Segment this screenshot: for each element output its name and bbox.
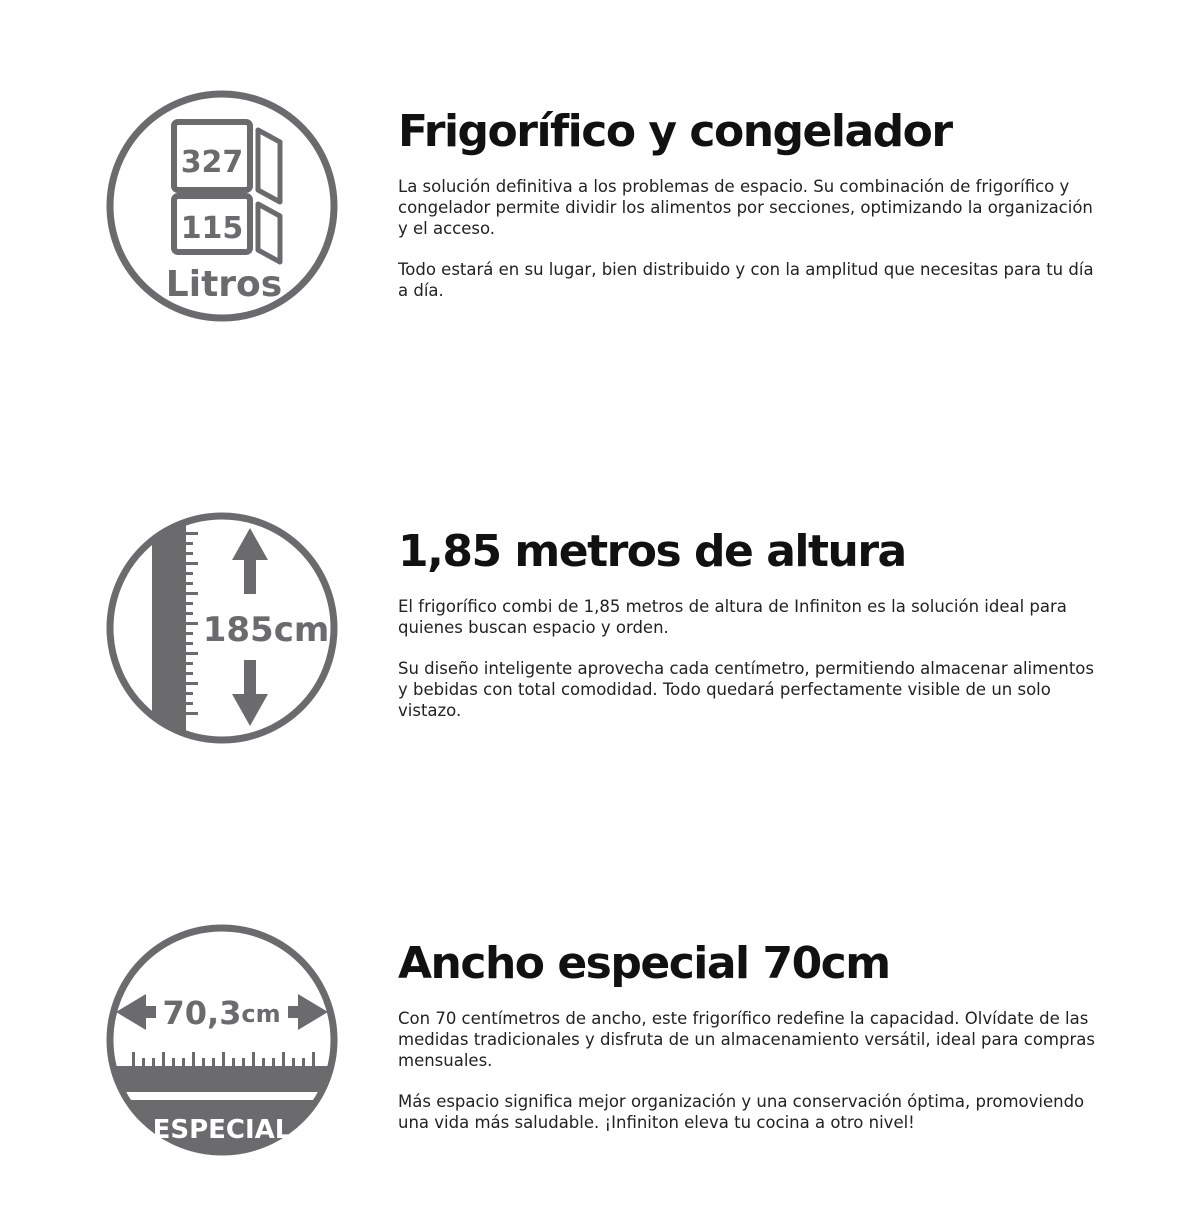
- feature-paragraph: Más espacio significa mejor organización y una conservación óptima, promoviendo una vida más saludable. ¡Infiniton eleva tu cocina a otro nivel!: [398, 1092, 1085, 1132]
- feature-title: Ancho especial 70cm: [398, 938, 890, 989]
- width-unit-label: cm: [241, 1000, 281, 1028]
- width-ruler-icon: [104, 922, 340, 1158]
- freezer-liters-label: 115: [180, 211, 244, 246]
- liters-unit-label: Litros: [165, 264, 283, 305]
- feature-paragraph: La solución definitiva a los problemas de espacio. Su combinación de frigorífico y congelador permite dividir los alimentos por secciones, optimizando la organización y el acceso.: [398, 177, 1093, 238]
- special-badge-label: ESPECIAL: [152, 1115, 292, 1145]
- feature-text-block: [398, 938, 1098, 1153]
- feature-title: 1,85 metros de altura: [398, 526, 906, 577]
- feature-title: Frigorífico y congelador: [398, 106, 952, 157]
- fridge-freezer-icon: [104, 88, 340, 324]
- feature-text-block: [398, 526, 1098, 741]
- feature-text-block: [398, 106, 1098, 321]
- feature-paragraph: Su diseño inteligente aprovecha cada centímetro, permitiendo almacenar alimentos y bebidas con total comodidad. Todo quedará perfectamente visible de un solo vistazo.: [398, 659, 1094, 720]
- fridge-liters-label: 327: [180, 145, 244, 180]
- feature-paragraph: Todo estará en su lugar, bien distribuido y con la amplitud que necesitas para tu día a día.: [398, 260, 1094, 300]
- feature-paragraph: Con 70 centímetros de ancho, este frigorífico redefine la capacidad. Olvídate de las medidas tradicionales y disfruta de un almacenamiento versátil, ideal para compras mensuales.: [398, 1009, 1095, 1070]
- height-value-label: 185cm: [202, 610, 330, 650]
- width-value-label: 70,3: [162, 994, 242, 1032]
- feature-paragraph: El frigorífico combi de 1,85 metros de altura de Infiniton es la solución ideal para quienes buscan espacio y orden.: [398, 597, 1067, 637]
- height-ruler-icon: [104, 510, 340, 746]
